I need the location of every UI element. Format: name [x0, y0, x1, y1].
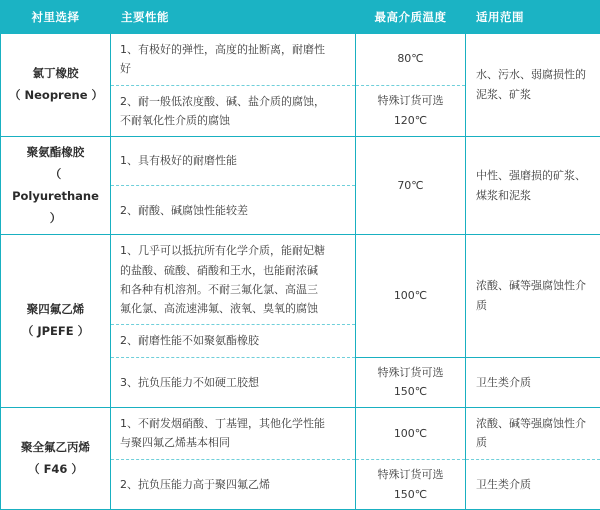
- performance-line: 1、几乎可以抵抗所有化学介质，能耐妃糖: [120, 241, 346, 260]
- performance-line: 2、耐酸、碱腐蚀性能较差: [120, 201, 346, 220]
- lining-name-sub: （ F46 ）: [9, 459, 102, 481]
- scope-cell: [466, 235, 600, 357]
- temperature-cell: [356, 459, 466, 510]
- lining-name-sub: （ Neoprene ）: [9, 85, 102, 107]
- temperature-cell: [356, 235, 466, 357]
- lining-name-sub: （ Polyurethane ）: [9, 164, 102, 230]
- table-body: [1, 34, 600, 510]
- performance-line: 的盐酸、硫酸、硝酸和王水，也能耐浓碱: [120, 261, 346, 280]
- scope-cell: [466, 408, 600, 460]
- scope-line: 煤浆和泥浆: [476, 186, 592, 206]
- scope-line: 卫生类介质: [476, 475, 592, 495]
- scope-cell: [466, 34, 600, 137]
- temperature-value: 100℃: [364, 424, 457, 444]
- temperature-cell: [356, 137, 466, 235]
- performance-line: 2、耐磨性能不如聚氨酯橡胶: [120, 331, 346, 350]
- scope-line: 质: [476, 433, 592, 453]
- table-row: [1, 408, 600, 460]
- lining-name-main: 聚全氟乙丙烯: [9, 437, 102, 459]
- performance-line: 与聚四氟乙烯基本相同: [120, 433, 346, 452]
- performance-line: 3、抗负压能力不如硬工胶想: [120, 373, 346, 392]
- temperature-value: 150℃: [364, 485, 457, 505]
- header-main-performance: 主要性能: [111, 1, 356, 34]
- header-lining-selection: 衬里选择: [1, 1, 111, 34]
- scope-cell: [466, 459, 600, 510]
- temperature-cell: [356, 85, 466, 137]
- performance-line: 2、耐一般低浓度酸、碱、盐介质的腐蚀，: [120, 92, 346, 111]
- temperature-cell: [356, 34, 466, 86]
- lining-name-main: 氯丁橡胶: [9, 63, 102, 85]
- temperature-value: 120℃: [364, 111, 457, 131]
- temperature-value: 80℃: [364, 49, 457, 69]
- table-header-row: [1, 1, 600, 34]
- table-row: [1, 137, 600, 186]
- table-row: [1, 34, 600, 86]
- performance-line: 1、不耐发烟硝酸、丁基锂，其他化学性能: [120, 414, 346, 433]
- scope-line: 泥浆、矿浆: [476, 85, 592, 105]
- lining-name-ptfe: [1, 235, 111, 408]
- lining-name-neoprene: [1, 34, 111, 137]
- scope-cell: [466, 137, 600, 235]
- header-application-scope: 适用范围: [466, 1, 600, 34]
- scope-line: 中性、强磨损的矿浆、: [476, 166, 592, 186]
- table-row: [1, 235, 600, 325]
- performance-cell: [111, 408, 356, 460]
- lining-name-polyurethane: [1, 137, 111, 235]
- temperature-value: 70℃: [364, 176, 457, 196]
- performance-cell: [111, 186, 356, 235]
- scope-line: 浓酸、碱等强腐蚀性介: [476, 276, 592, 296]
- performance-cell: [111, 85, 356, 137]
- performance-line: 1、有极好的弹性，高度的扯断离，耐磨性: [120, 40, 346, 59]
- table-header: [1, 1, 600, 34]
- temperature-value: 150℃: [364, 382, 457, 402]
- performance-cell: [111, 235, 356, 325]
- lining-name-sub: （ JPEFE ）: [9, 321, 102, 343]
- temperature-cell: [356, 357, 466, 408]
- performance-cell: [111, 459, 356, 510]
- scope-line: 质: [476, 296, 592, 316]
- temperature-value: 特殊订货可选: [364, 91, 457, 111]
- scope-line: 水、污水、弱腐损性的: [476, 65, 592, 85]
- performance-cell: [111, 34, 356, 86]
- performance-line: 2、抗负压能力高于聚四氟乙烯: [120, 475, 346, 494]
- scope-line: 浓酸、碱等强腐蚀性介: [476, 414, 592, 434]
- lining-name-main: 聚氨酯橡胶: [9, 142, 102, 164]
- performance-line: 和各种有机溶剂。不耐三氟化氯、高温三: [120, 280, 346, 299]
- lining-name-fep: [1, 408, 111, 510]
- performance-cell: [111, 137, 356, 186]
- header-max-temperature: 最高介质温度: [356, 1, 466, 34]
- temperature-value: 特殊订货可选: [364, 363, 457, 383]
- scope-line: 卫生类介质: [476, 373, 592, 393]
- performance-cell: [111, 357, 356, 408]
- performance-cell: [111, 325, 356, 357]
- lining-name-main: 聚四氟乙烯: [9, 299, 102, 321]
- temperature-value: 特殊订货可选: [364, 465, 457, 485]
- performance-line: 氟化氯、高流速沸氟、液氧、臭氧的腐蚀: [120, 299, 346, 318]
- performance-line: 不耐氧化性介质的腐蚀: [120, 111, 346, 130]
- performance-line: 1、具有极好的耐磨性能: [120, 151, 346, 170]
- temperature-cell: [356, 408, 466, 460]
- scope-cell: [466, 357, 600, 408]
- performance-line: 好: [120, 59, 346, 78]
- temperature-value: 100℃: [364, 286, 457, 306]
